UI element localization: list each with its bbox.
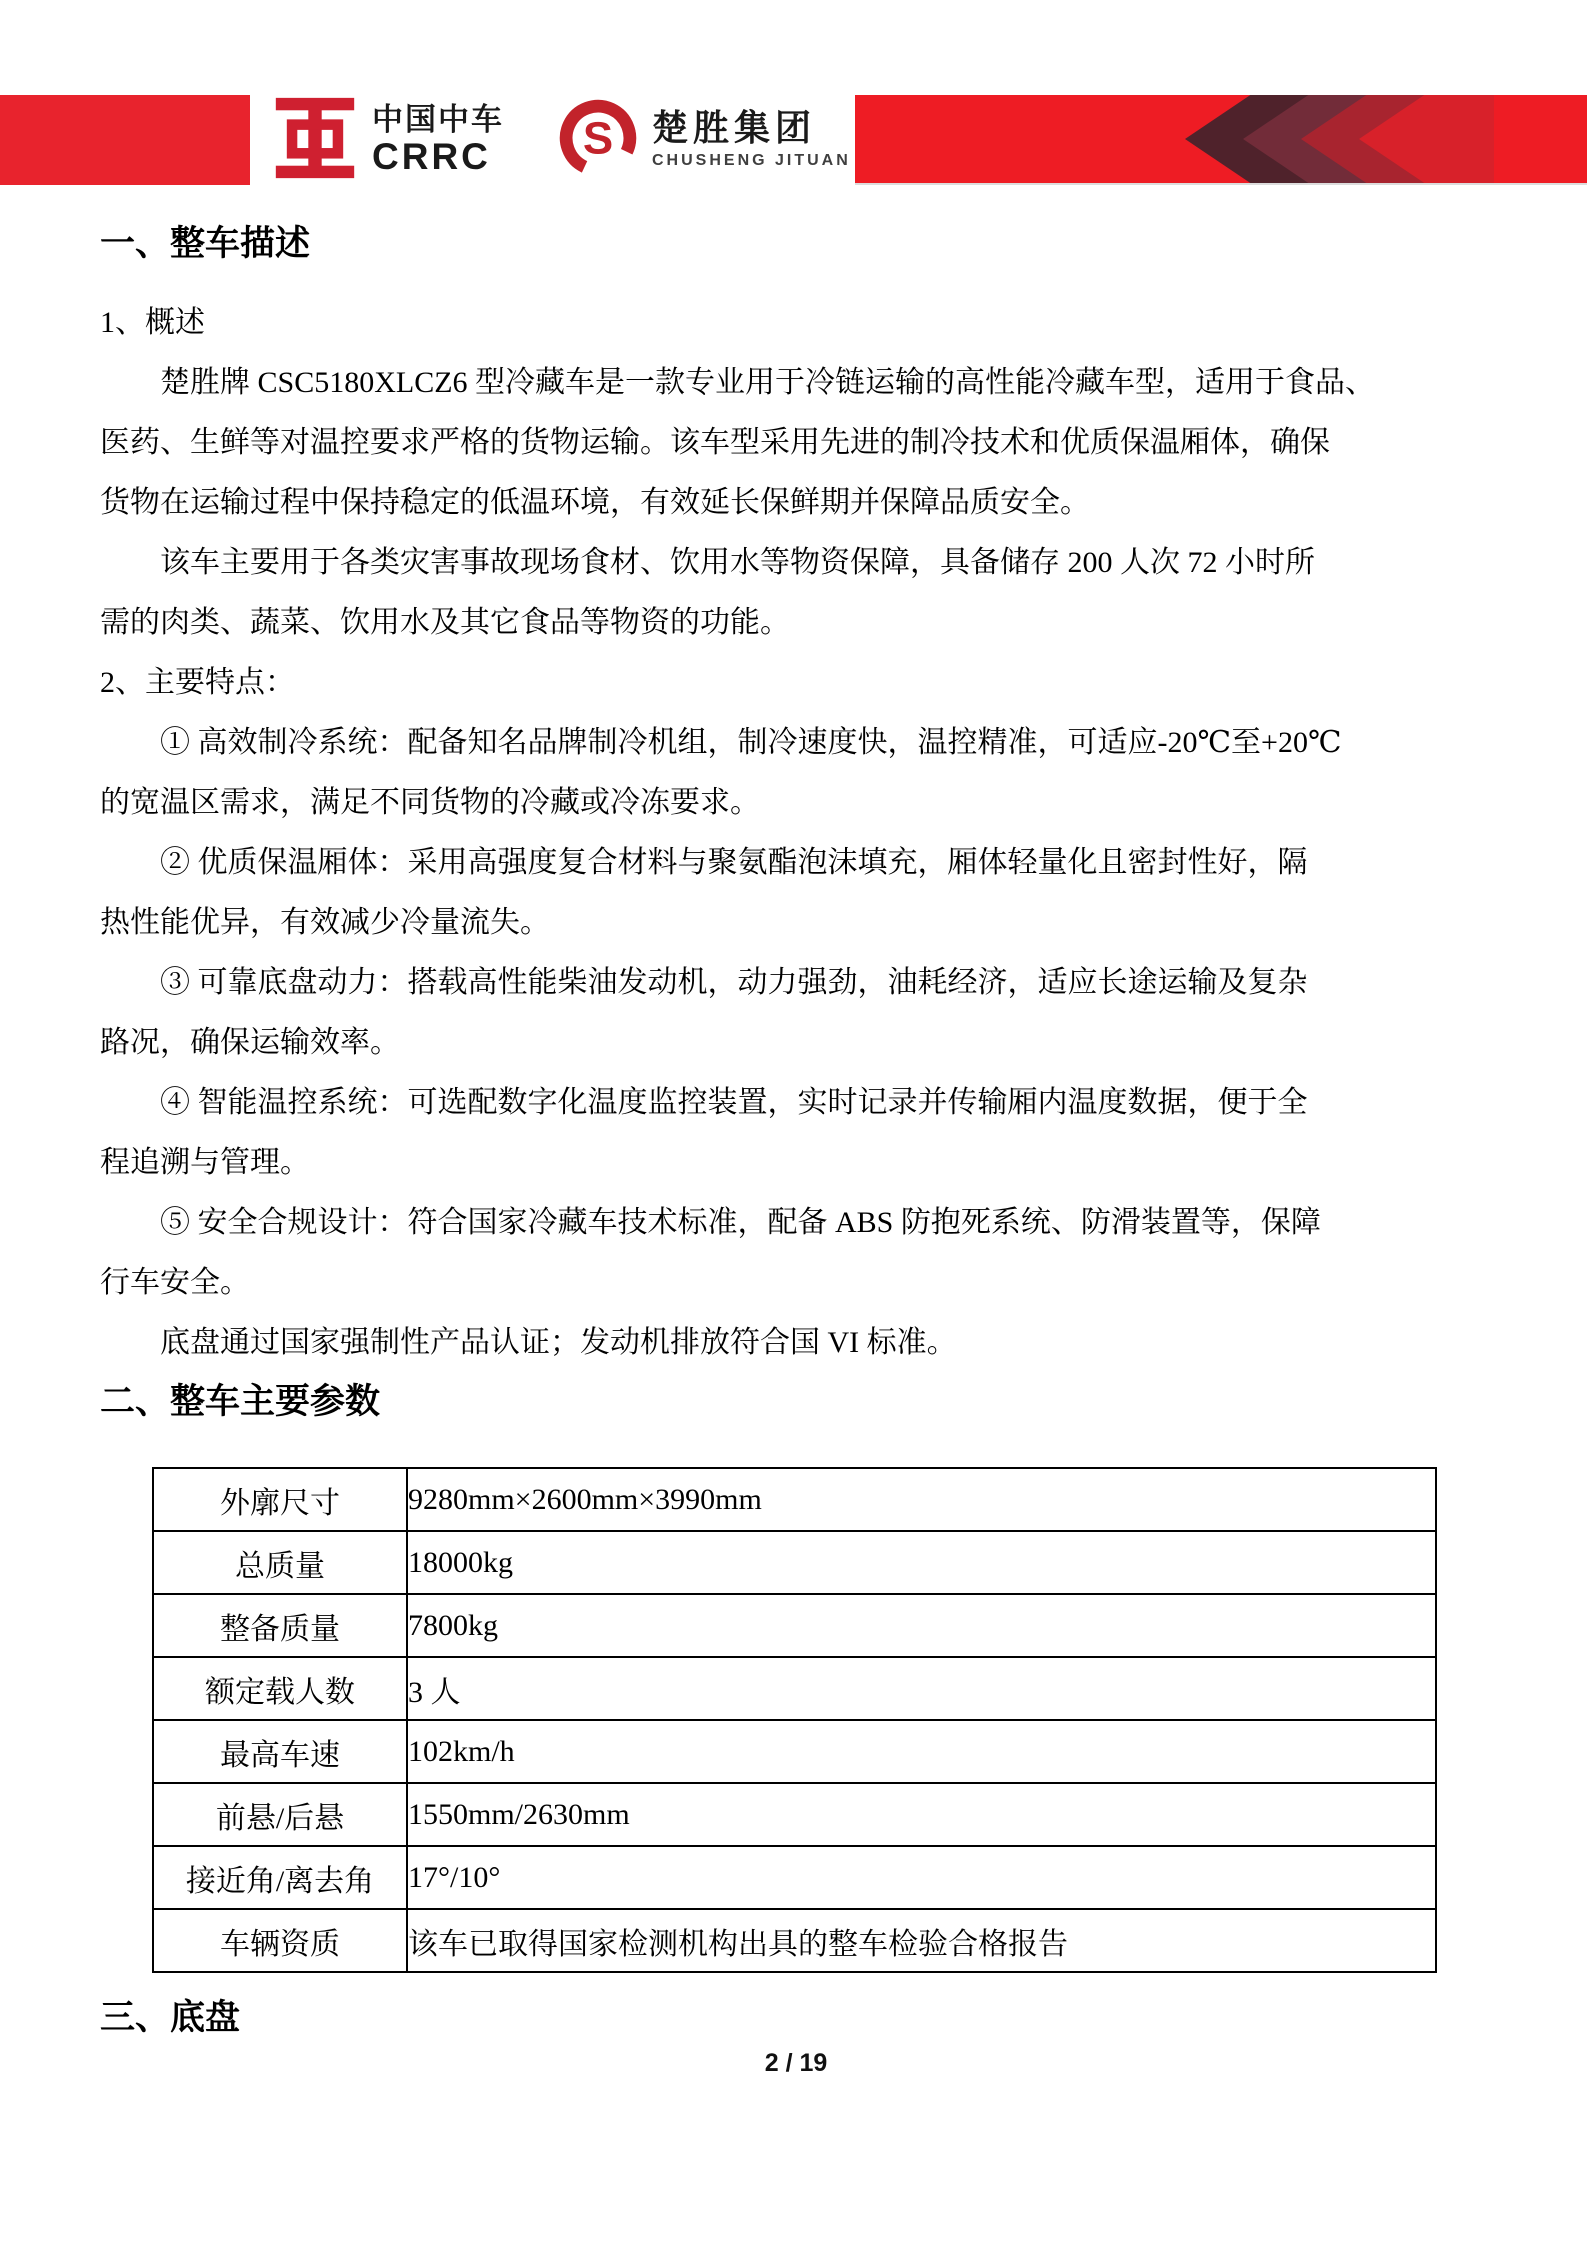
table-row bbox=[153, 1531, 1436, 1594]
body-line: 货物在运输过程中保持稳定的低温环境，有效延长保鲜期并保障品质安全。 bbox=[100, 486, 1090, 519]
body-line: 2、主要特点： bbox=[100, 666, 295, 699]
param-value: 102km/h bbox=[407, 1720, 1436, 1783]
chusheng-name-en: CHUSHENG JITUAN bbox=[652, 152, 851, 169]
param-label: 接近角/离去角 bbox=[153, 1846, 407, 1909]
section-title-main-parameters: 二、整车主要参数 bbox=[100, 1382, 381, 1421]
param-value: 3 人 bbox=[407, 1657, 1436, 1720]
crrc-emblem-icon bbox=[272, 97, 358, 184]
page-header bbox=[0, 95, 1587, 185]
body-line: 的宽温区需求，满足不同货物的冷藏或冷冻要求。 bbox=[100, 786, 760, 819]
body-line: 底盘通过国家强制性产品认证；发动机排放符合国 VI 标准。 bbox=[160, 1326, 957, 1359]
page-number: 2 / 19 bbox=[764, 2049, 828, 2077]
body-line: 热性能优异，有效减少冷量流失。 bbox=[100, 906, 550, 939]
param-label: 外廓尺寸 bbox=[153, 1468, 407, 1531]
header-right-banner bbox=[855, 95, 1587, 185]
param-value: 9280mm×2600mm×3990mm bbox=[407, 1468, 1436, 1531]
param-label: 额定载人数 bbox=[153, 1657, 407, 1720]
body-line: 行车安全。 bbox=[100, 1266, 250, 1299]
param-label: 最高车速 bbox=[153, 1720, 407, 1783]
body-line: 需的肉类、蔬菜、饮用水及其它食品等物资的功能。 bbox=[100, 606, 790, 639]
table-row bbox=[153, 1720, 1436, 1783]
body-line: ① 高效制冷系统：配备知名品牌制冷机组，制冷速度快，温控精准，可适应-20℃至+20℃ bbox=[160, 726, 1342, 759]
crrc-name-cn: 中国中车 bbox=[372, 102, 504, 137]
chusheng-name-cn: 楚胜集团 bbox=[652, 107, 817, 148]
param-label: 整备质量 bbox=[153, 1594, 407, 1657]
body-line: 1、概述 bbox=[100, 306, 205, 339]
parameters-table bbox=[152, 1467, 1437, 1973]
body-text bbox=[100, 293, 1492, 1373]
crrc-logo bbox=[272, 95, 504, 185]
page-content bbox=[0, 221, 1587, 2078]
param-value: 18000kg bbox=[407, 1531, 1436, 1594]
table-row bbox=[153, 1846, 1436, 1909]
table-row bbox=[153, 1783, 1436, 1846]
table-row bbox=[153, 1468, 1436, 1531]
svg-text:S: S bbox=[582, 111, 614, 163]
body-line: 楚胜牌 CSC5180XLCZ6 型冷藏车是一款专业用于冷链运输的高性能冷藏车型，适用于食品、 bbox=[160, 366, 1376, 399]
body-line: ⑤ 安全合规设计：符合国家冷藏车技术标准，配备 ABS 防抱死系统、防滑装置等，保障 bbox=[160, 1206, 1321, 1239]
param-label: 车辆资质 bbox=[153, 1909, 407, 1972]
body-line: 程追溯与管理。 bbox=[100, 1146, 310, 1179]
crrc-name-en: CRRC bbox=[372, 136, 491, 177]
section-title-chassis: 三、底盘 bbox=[100, 1998, 241, 2037]
param-value: 17°/10° bbox=[407, 1846, 1436, 1909]
chusheng-logo bbox=[558, 95, 851, 185]
param-value: 1550mm/2630mm bbox=[407, 1783, 1436, 1846]
table-row bbox=[153, 1657, 1436, 1720]
param-label: 前悬/后悬 bbox=[153, 1783, 407, 1846]
body-line: 路况，确保运输效率。 bbox=[100, 1026, 400, 1059]
body-line: ④ 智能温控系统：可选配数字化温度监控装置，实时记录并传输厢内温度数据，便于全 bbox=[160, 1086, 1308, 1119]
param-value: 该车已取得国家检测机构出具的整车检验合格报告 bbox=[407, 1909, 1436, 1972]
table-row bbox=[153, 1909, 1436, 1972]
param-value: 7800kg bbox=[407, 1594, 1436, 1657]
body-line: ③ 可靠底盘动力：搭载高性能柴油发动机，动力强劲，油耗经济，适应长途运输及复杂 bbox=[160, 966, 1308, 999]
chusheng-emblem-icon bbox=[558, 98, 638, 183]
table-row bbox=[153, 1594, 1436, 1657]
body-line: 该车主要用于各类灾害事故现场食材、饮用水等物资保障，具备储存 200 人次 72 小时所 bbox=[160, 546, 1315, 579]
section-title-vehicle-description: 一、整车描述 bbox=[100, 224, 311, 263]
param-label: 总质量 bbox=[153, 1531, 407, 1594]
body-line: ② 优质保温厢体：采用高强度复合材料与聚氨酯泡沫填充，厢体轻量化且密封性好，隔 bbox=[160, 846, 1308, 879]
body-line: 医药、生鲜等对温控要求严格的货物运输。该车型采用先进的制冷技术和优质保温厢体，确保 bbox=[100, 426, 1330, 459]
header-left-red-block bbox=[0, 95, 250, 185]
chevrons-icon bbox=[855, 95, 1587, 183]
